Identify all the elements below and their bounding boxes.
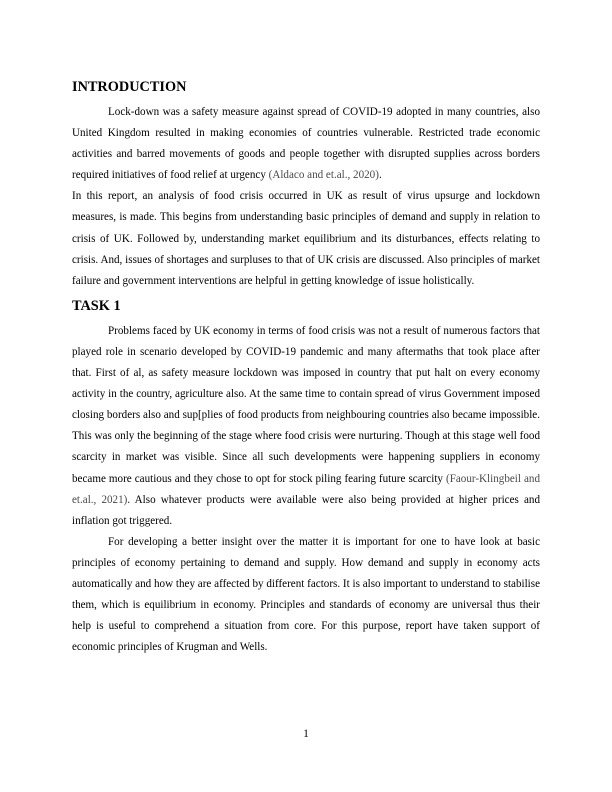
task1-paragraph-2: For developing a better insight over the matter it is important for one to have look at basic principles of economy pertaining to demand and supply. How demand and supply in economy acts automatically and how they are affected by different factors. It is also important to understand to stabilise them, which is equilibrium in economy. Principles and standards of economy are universal thus their help is useful to comprehend a situation from core. For this purpose, report have taken support of economic principles of Krugman and Wells. (72, 535, 540, 654)
introduction-heading: INTRODUCTION (72, 79, 187, 95)
intro-paragraph-1-text: Lock-down was a safety measure against spread of COVID-19 adopted in many countries, also United Kingdom resulted in making economies of countries vulnerable. Restricted trade economic activities and barred movements of goods and people together with disrupted supplies across borders required initiatives of food relief at urgency (72, 106, 540, 182)
intro-paragraph-1 (72, 102, 540, 186)
task1-paragraph-1-end: . Also whatever products were available were also being provided at higher prices and inflation got triggered. (72, 493, 540, 527)
intro-paragraph-2: In this report, an analysis of food crisis occurred in UK as result of virus upsurge and lockdown measures, is made. This begins from understanding basic principles of demand and supply in relation to crisis of UK. Followed by, understanding market equilibrium and its disturbances, effects relating to crisis. And, issues of shortages and surpluses to that of UK crisis are discussed. Also principles of market failure and government interventions are helpful in getting knowledge of issue holistically. (72, 190, 540, 287)
task1-heading: TASK 1 (72, 297, 121, 314)
page-number: 1 (303, 728, 309, 740)
citation-faour-klingbeil: (Faour-Klingbeil and et.al., 2021) (72, 472, 541, 506)
task1-paragraph-1-text: Problems faced by UK economy in terms of food crisis was not a result of numerous factors that played role in scenario developed by COVID-19 pandemic and many aftermaths that took place after that. First of al, as safety measure lockdown was imposed in country that put halt on every economy activity in the country, agriculture also. At the same time to contain spread of virus Government imposed closing borders also and sup[plies of food products from neighbouring countries also became impossible. This was only the beginning of the stage where food crisis were nurturing. Though at this stage well food scarcity in market was visible. Since all such developments were happening suppliers in economy became more cautious and they chose to opt for stock piling fearing future scarcity (72, 324, 540, 485)
task1-paragraph-1 (72, 321, 540, 532)
page-content (72, 77, 540, 658)
citation-aldaco: (Aldaco and et.al., 2020) (268, 169, 379, 182)
intro-paragraph-1-end: . (378, 169, 382, 182)
